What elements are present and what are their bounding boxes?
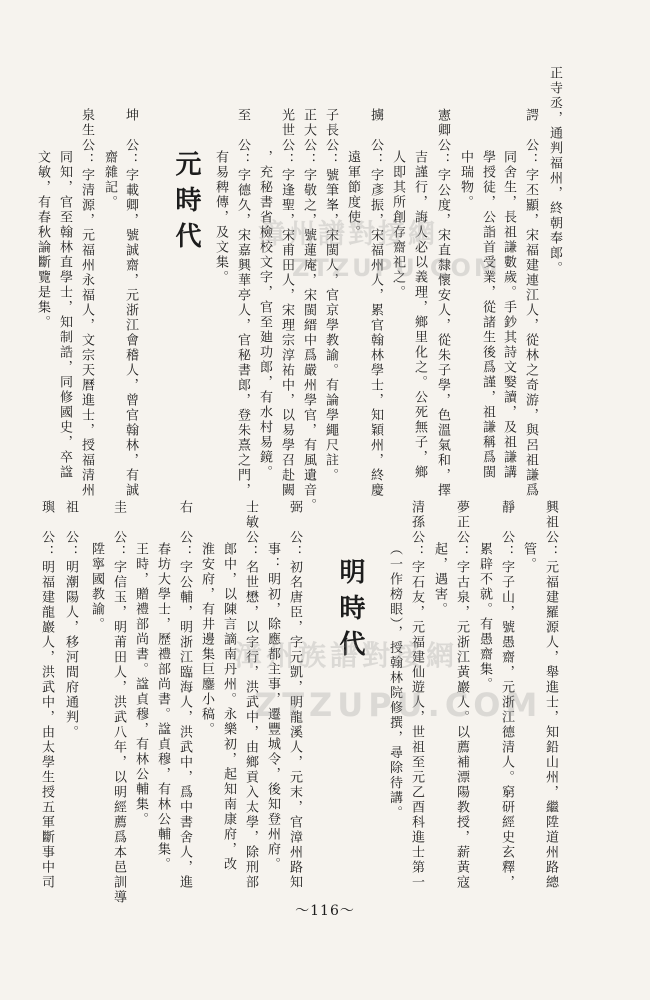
text-column: 郎中，以陳言謫南丹州。永樂初，起知南康府，改: [221, 542, 236, 872]
page-number: ～116～: [295, 903, 355, 919]
text-column: 坤 公：字載卿，號誠齋，元浙江會稽人，曾官翰林，有誠: [123, 108, 138, 498]
text-column: 王時，贈禮部尚書。諡貞穆，有林公輔集。: [133, 542, 148, 827]
text-column: 中瑞物。: [458, 150, 473, 210]
text-column: 春坊大學士，歷禮部尚書。諡貞穆，有林公輔集。: [155, 542, 170, 872]
text-column: 右 公：字公輔，明浙江臨海人，洪武中，爲中書舍人，進: [177, 500, 192, 890]
text-column: 正寺丞，通判福州，終朝奉郎。: [547, 66, 562, 276]
text-column: 同舍生，長祖謙數歲。手鈔其詩文嫛讀，及祖謙講: [501, 150, 516, 480]
text-column: 子長公：號筆峯，宋閩人，官京學教諭。有論學繩尺註。: [323, 108, 338, 483]
watermark-text: 漳州譜對接網: [258, 219, 438, 250]
text-column: 興祖公：元福建羅源人，舉進士，知鉛山州，繼陞道州路總: [543, 500, 558, 890]
text-column: 管。: [521, 542, 536, 572]
text-column: 士敏公：名世懋，以字行，洪武中，由鄉貢入太學，除刑部: [243, 500, 258, 890]
watermark-text: ZTZUPU.COM: [292, 254, 501, 282]
text-column: 吉謹行，誨人必以義理，鄉里化之。公死無子，鄉: [412, 150, 427, 480]
text-column: 璵 公：明福建龍巖人，洪武中，由太學生授五軍斷事中司: [39, 500, 54, 890]
text-column: 正大公：字敬之，號蓮庵，宋閩縉中爲嚴州學官，有風遺音。: [301, 108, 316, 513]
era-heading-ming: 明時代: [335, 558, 365, 666]
text-column: 同知，官至翰林直學士，知制誥，同修國史，卒諡: [57, 150, 72, 480]
text-column: 諤 公：字丕顯，宋福建連江人，從林之奇游，與呂祖謙爲: [523, 108, 538, 498]
text-column: 有易稗傳，及文集。: [213, 150, 228, 285]
text-column: ，充秘書省檢校文字，官至廸功郎，有水村易鏡。: [257, 150, 272, 480]
text-column: 光世公：字逢聖，宋甫田人，宋理宗淳祐中，以易學召赴闕: [279, 108, 294, 498]
watermark-text: ZTZUPU.COM: [254, 686, 543, 724]
text-column: 淮安府，有井邊集巨鏖小稿。: [199, 542, 214, 737]
text-column: 祖 公：明潮陽人，移河間府通判。: [63, 500, 78, 740]
text-column: 弼 公：初名唐臣，字元凱，明龍溪人，元末，官漳州路知: [287, 500, 302, 890]
era-heading-yuan: 元時代: [171, 150, 201, 258]
text-column: 至 公：字德久，宋嘉興華亭人，官秘書郎，登朱熹之門，: [235, 108, 250, 498]
text-column: 文敏，有春秋論斷覽是集。: [35, 150, 50, 330]
text-column: 擄 公：字彥振，宋福州人，累官翰林學士，知穎州，終慶: [368, 108, 383, 498]
text-column: 陞寧國教諭。: [89, 542, 104, 632]
text-column: 累辟不就。有愚齋集。: [477, 542, 492, 692]
text-column: 遠軍節度使。: [345, 150, 360, 240]
text-column: 圭 公：字信玉，明莆田人，洪武八年，以明經薦爲本邑訓導: [111, 500, 126, 905]
text-column: 人即其所創存齋祀之。: [390, 150, 405, 300]
text-column: 清孫公：字石友，元福建仙遊人，世祖至元乙酉科進士第一: [409, 500, 424, 890]
bottom-section: [0, 470, 650, 905]
text-column: 學授徒，公詣首受業，從諸生後爲謹，祖謙稱爲閩: [480, 150, 495, 480]
text-column: 憲卿公：字公度，宋直隸懷安人，從朱子學，色溫氣和，擇: [435, 108, 450, 498]
text-column: 泉生公：字清源，元福州永福人，文宗天曆進士，授福清州: [79, 108, 94, 498]
text-column: 靜 公：字子山，號愚齋，元浙江德清人。窮研經史玄釋，: [499, 500, 514, 890]
watermark-text: 漳州族譜對接網: [234, 639, 459, 672]
text-column: 夢正公：字古泉，元浙江黃巖人。以薦補漂陽教授，薪黃寇: [454, 500, 469, 890]
text-column: （一作榜眼），授翰林院修撰，尋除待講。: [387, 542, 402, 821]
text-column: 齋雜記。: [102, 150, 117, 210]
text-column: 事：明初，除應都主事，遷豐城令，後知登州府。: [265, 542, 280, 872]
text-column: 起，遇害。: [432, 542, 447, 617]
